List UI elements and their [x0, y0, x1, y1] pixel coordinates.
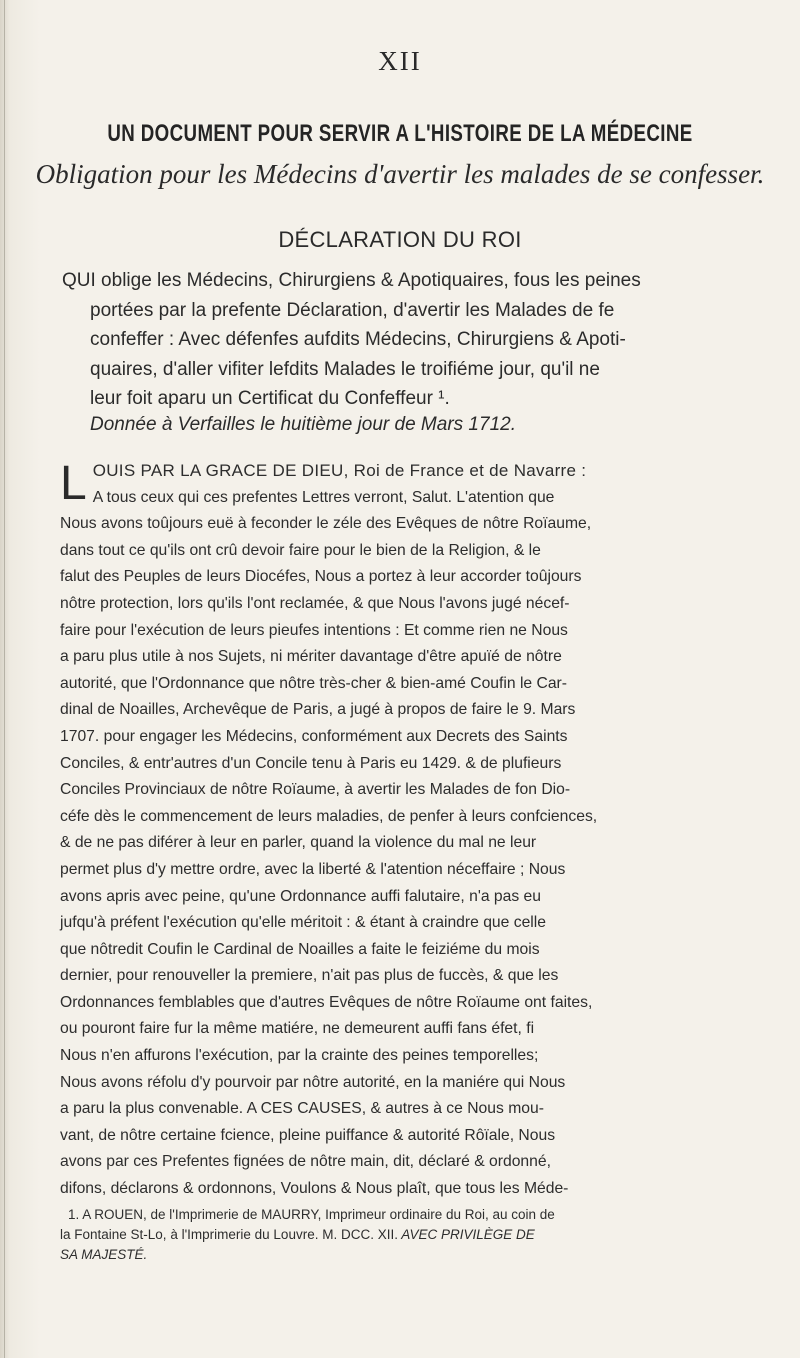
drop-cap: L — [60, 457, 87, 510]
body-line: & de ne pas diférer à leur en parler, quand la violence du mal ne leur — [60, 834, 537, 852]
body-line: avons apris avec peine, qu'une Ordonnance auffi falutaire, n'a pas eu — [60, 887, 542, 905]
preamble-line: QUI oblige les Médecins, Chirurgiens & Apotiquaires, fous les peines — [62, 270, 641, 291]
body-line: difons, déclarons & ordonnons, Voulons & Nous plaît, que tous les Méde- — [60, 1180, 569, 1198]
body-opening-line: OUIS PAR LA GRACE DE DIEU, Roi de France et de Navarre : — [92, 461, 587, 480]
footnote-line: SA MAJESTÉ. — [60, 1247, 148, 1262]
preamble-line: quaires, d'aller vifiter lefdits Malades le troifiéme jour, qu'il ne — [90, 358, 600, 380]
body-line: 1707. pour engager les Médecins, conformément aux Decrets des Saints — [60, 727, 568, 745]
body-line: Conciles Provinciaux de nôtre Roïaume, à avertir les Malades de fon Dio- — [60, 781, 571, 799]
body-line: avons par ces Prefentes fignées de nôtre main, dit, déclaré & ordonné, — [60, 1153, 551, 1171]
body-line: dinal de Noailles, Archevêque de Paris, a jugé à propos de faire le 9. Mars — [60, 701, 576, 719]
body-line: falut des Peuples de leurs Diocéfes, Nous a portez à leur accorder toûjours — [60, 568, 582, 586]
preamble-line: portées par la prefente Déclaration, d'avertir les Malades de fe — [90, 299, 615, 321]
body-line: a paru la plus convenable. A CES CAUSES, & autres à ce Nous mou- — [60, 1100, 544, 1118]
page-number: XII — [378, 46, 422, 76]
body-line: Nous avons réfolu d'y pourvoir par nôtre autorité, en la maniére qui Nous — [60, 1073, 566, 1091]
binding-edge — [4, 0, 5, 1358]
body-line: permet plus d'y mettre ordre, avec la liberté & l'atention néceffaire ; Nous — [60, 860, 566, 878]
body-line: vant, de nôtre certaine fcience, pleine puiffance & autorité Rôïale, Nous — [60, 1126, 556, 1144]
body-line: A tous ceux qui ces prefentes Lettres verront, Salut. L'atention que — [92, 488, 555, 506]
body-line: Nous avons toûjours euë à feconder le zéle des Evêques de nôtre Roïaume, — [60, 515, 592, 533]
subtitle: Obligation pour les Médecins d'avertir les malades de se confesser. — [35, 159, 765, 189]
body-line: dans tout ce qu'ils ont crû devoir faire pour le bien de la Religion, & le — [60, 541, 541, 559]
footnote-text: la Fontaine St-Lo, à l'Imprimerie du Louvre. M. DCC. XII. — [60, 1227, 398, 1242]
body-text — [60, 458, 753, 1203]
body-line: autorité, que l'Ordonnance que nôtre très-cher & bien-amé Coufin le Car- — [60, 674, 568, 692]
body-line: que nôtredit Coufin le Cardinal de Noailles a faite le feiziéme du mois — [60, 940, 540, 958]
body-line: Nous n'en affurons l'exécution, par la crainte des peines temporelles; — [60, 1047, 539, 1065]
body-line: a paru plus utile à nos Sujets, ni mériter davantage d'être apuïé de nôtre — [60, 648, 562, 666]
preamble-line: confeffer : Avec défenfes aufdits Médecins, Chirurgiens & Apoti- — [90, 329, 626, 350]
footnote-line — [60, 1225, 755, 1245]
body-line: Ordonnances femblables que d'autres Evêques de nôtre Roïaume ont faites, — [60, 993, 593, 1011]
footnote-line: 1. A ROUEN, de l'Imprimerie de MAURRY, Imprimeur ordinaire du Roi, au coin de — [68, 1207, 555, 1222]
declaration-title: DÉCLARATION DU ROI — [278, 227, 522, 252]
main-heading: UN DOCUMENT POUR SERVIR A L'HISTOIRE DE LA MÉDECINE — [107, 120, 693, 147]
body-line: ou pouront faire fur la même matiére, ne demeurent auffi fans éfet, fi — [60, 1020, 535, 1038]
body-line: Conciles, & entr'autres d'un Concile tenu à Paris eu 1429. & de plufieurs — [60, 754, 562, 772]
preamble — [62, 266, 752, 414]
body-line: jufqu'à préfent l'exécution qu'elle méritoit : & étant à craindre que celle — [60, 914, 546, 932]
body-line: céfe dès le commencement de leurs maladies, de penfer à leurs confciences, — [60, 807, 598, 825]
footnote-privilege: AVEC PRIVILÈGE DE — [397, 1227, 535, 1242]
body-line: dernier, pour renouveller la premiere, n'ait pas plus de fuccès, & que les — [60, 967, 559, 985]
body-line: nôtre protection, lors qu'ils l'ont reclamée, & que Nous l'avons jugé nécef- — [60, 594, 570, 612]
body-line: faire pour l'exécution de leurs pieufes intentions : Et comme rien ne Nous — [60, 621, 568, 639]
footnote — [60, 1205, 755, 1265]
date-line: Donnée à Verfailles le huitième jour de Mars 1712. — [90, 414, 516, 435]
preamble-line: leur foit aparu un Certificat du Confeffeur ¹. — [90, 388, 450, 409]
